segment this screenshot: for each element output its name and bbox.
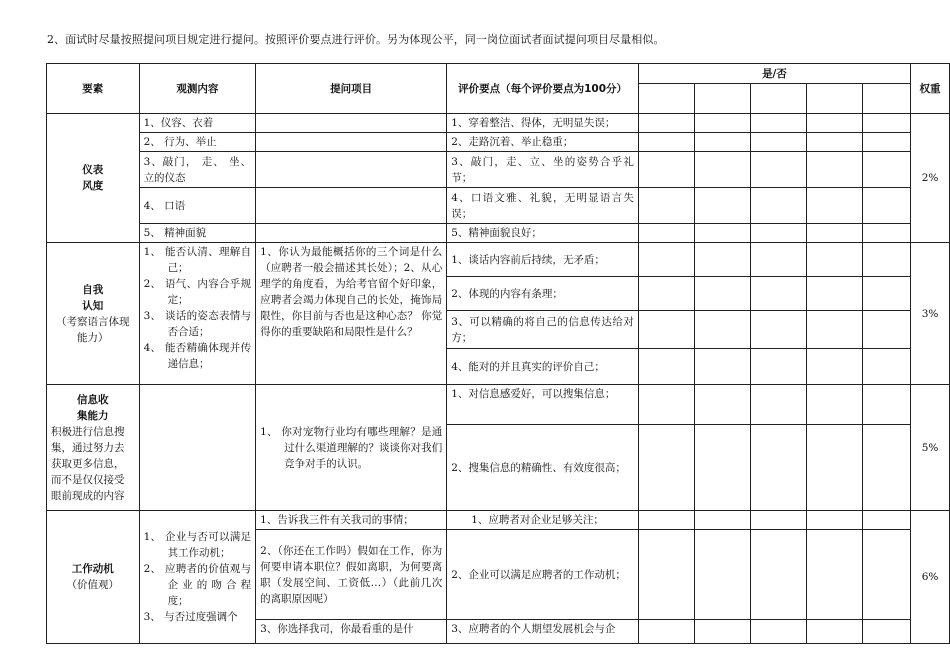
header-weight: 权重 [911,64,950,114]
criteria-item: 3、敲门，走、立、坐的姿势合乎礼节； [447,152,639,188]
criteria-item: 4、口语文雅、礼貌，无明显语言失误； [447,188,639,224]
header-questions: 提问项目 [256,64,447,114]
yesno-cell[interactable] [638,84,694,114]
element-info-collection: 信息收 集能力 积极进行信息搜集，通过努力去获取更多信息，而不是仅仅接受眼前现成的内容 [47,385,140,511]
observation-item: 3、敲门， 走、 坐、立的仪态 [139,152,256,188]
question-item [256,188,447,224]
observation-item: 2、 行为、举止 [139,133,256,152]
criteria-item: 1、对信息感爱好，可以搜集信息； [447,385,639,425]
question-item: 1、告诉我三件有关我司的事情； [256,511,447,530]
header-criteria: 评价要点（每个评价要点为100分） [447,64,639,114]
element-self-cognition: 自我 认知 （考察语言体现能力） [47,243,140,385]
question-item [256,152,447,188]
criteria-item: 2、企业可以满足应聘者的工作动机； [447,530,639,620]
interview-evaluation-table [46,63,950,644]
header-observation: 观测内容 [139,64,256,114]
yesno-cell[interactable] [694,84,750,114]
yesno-cell[interactable] [750,84,806,114]
question-item [256,224,447,243]
intro-note: 2、面试时尽量按照提问项目规定进行提问。按照评价要点进行评价。另为体现公平，同一岗位面试者面试提问项目尽量相似。 [47,33,665,46]
criteria-item: 5、精神面貌良好； [447,224,639,243]
yesno-cell[interactable] [863,84,911,114]
header-yes-no: 是/否 [638,64,910,84]
observation-item: 5、 精神面貌 [139,224,256,243]
observation-list-motive: 1、 企业与否可以满足其工作动机； 2、 应聘者的价值观与企业的吻合程度； 3、 与否过度强调个 [139,511,256,644]
question-item: 2、（你还在工作吗）假如在工作，你为何要申请本职位？假如离职，为何要离职（发展空间、工资低…）（此前几次的离职原因呢） [256,530,447,620]
observation-item: 1、仪容、衣着 [139,114,256,133]
question-item [256,133,447,152]
criteria-item: 4、能对的并且真实的评价自己； [447,349,639,385]
question-item: 3、你选择我司，你最看重的是什 [256,620,447,644]
criteria-item: 2、走路沉着、举止稳重； [447,133,639,152]
question-self: 1、你认为最能概括你的三个词是什么（应聘者一般会描述其长处）；2、从心理学的角度看，为给考官留个好印象，应聘者会竭力体现自己的长处，掩饰局限性，你目前与否也是这种心态？ 你觉得你的重要缺陷和局限性是什么？ [256,243,447,385]
criteria-item: 3、应聘者的个人期望发展机会与企 [447,620,639,644]
observation-list-self: 1、 能否认清、理解自己； 2、 语气、内容合乎规定； 3、 谈话的姿态表情与否合适； 4、 能否精确体现并传递信息； [139,243,256,385]
criteria-item: 1、穿着整洁、得体，无明显失误； [447,114,639,133]
weight-appearance: 2% [911,114,950,243]
header-element: 要素 [47,64,140,114]
criteria-item: 2、体现的内容有条理； [447,277,639,311]
observation-item: 4、 口语 [139,188,256,224]
observation-info [139,385,256,511]
criteria-item: 1、谈话内容前后持续，无矛盾； [447,243,639,277]
weight-self: 3% [911,243,950,385]
criteria-item: 1、应聘者对企业足够关注； [447,511,639,530]
yesno-cell[interactable] [806,84,863,114]
weight-info: 5% [911,385,950,511]
weight-motive: 6% [911,511,950,644]
question-info: 1、 你对宠物行业均有哪些理解？是通过什么渠道理解的？谈谈你对我们竞争对手的认识。 [256,385,447,511]
question-item [256,114,447,133]
criteria-item: 3、可以精确的将自己的信息传达给对方； [447,311,639,349]
criteria-item: 2、搜集信息的精确性、有效度很高； [447,425,639,511]
element-appearance: 仪表 风度 [47,114,140,243]
element-work-motive: 工作动机 （价值观） [47,511,140,644]
